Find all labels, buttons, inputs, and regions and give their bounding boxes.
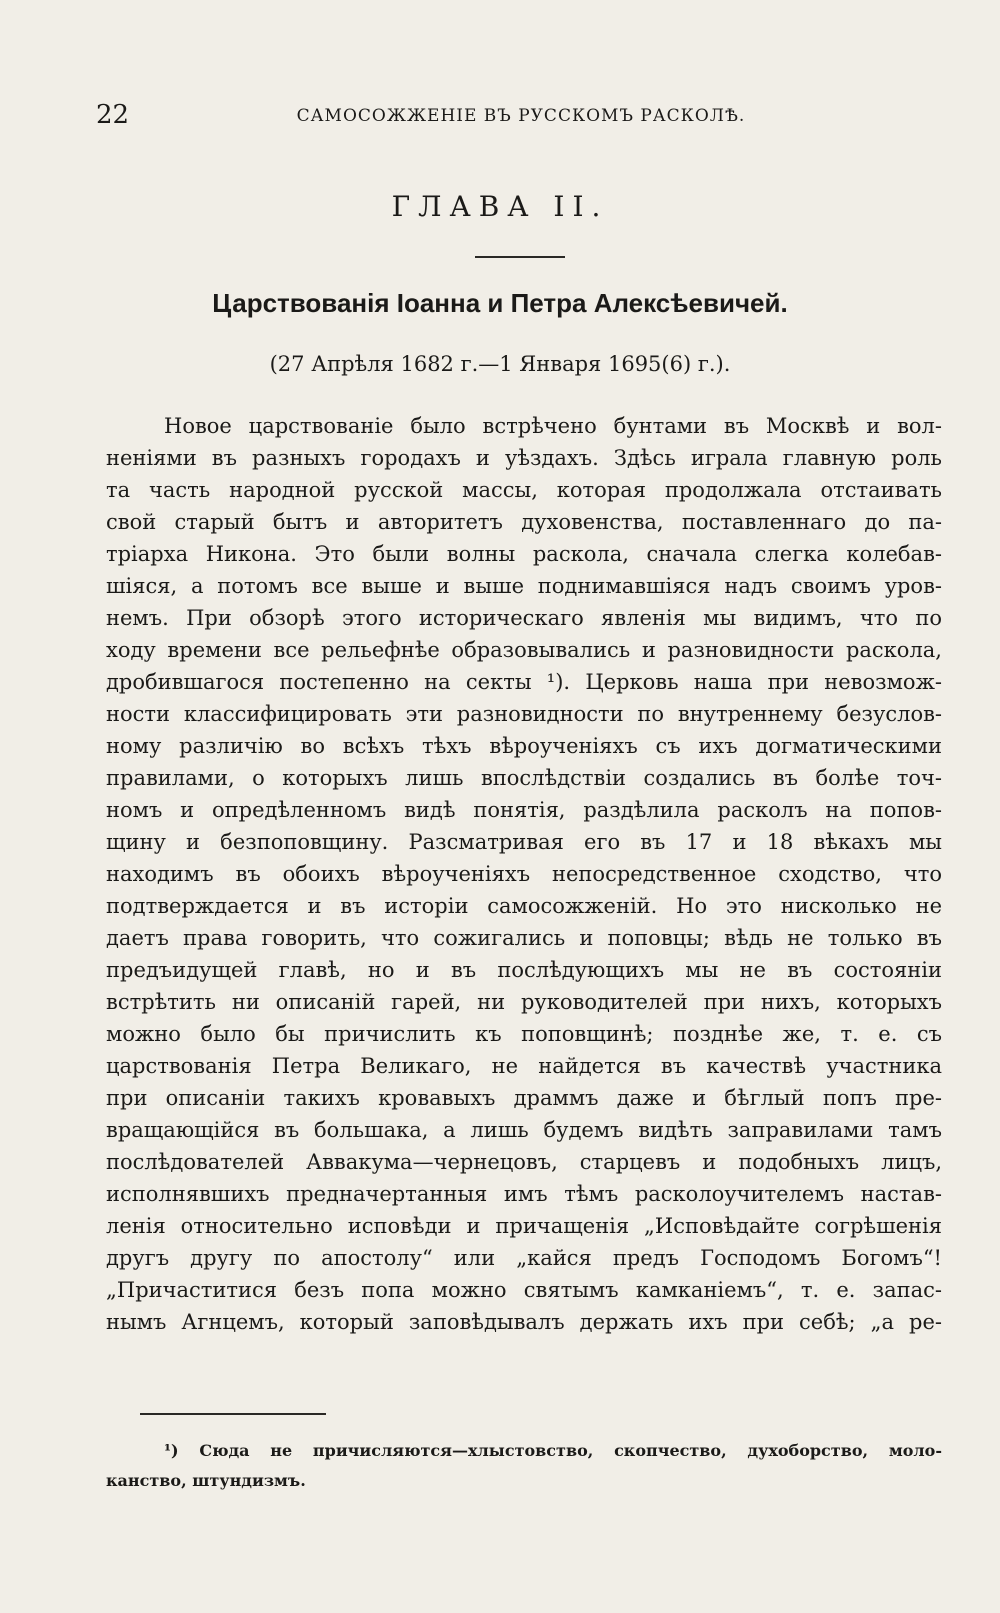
text-line: можно было бы причислить къ поповщинѣ; позднѣе же, т. е. съ	[106, 1022, 942, 1046]
text-line: при описаніи такихъ кровавыхъ драммъ даже и бѣглый попъ пре-	[106, 1086, 942, 1110]
reign-dates: (27 Апрѣля 1682 г.—1 Января 1695(6) г.).	[269, 352, 731, 376]
text-line: ходу времени все рельефнѣе образовывались и разновидности раскола,	[106, 638, 942, 662]
text-line: номъ и опредѣленномъ видѣ понятія, раздѣлила расколъ на попов-	[106, 798, 942, 822]
chapter-title: ГЛАВА II.	[391, 190, 609, 223]
text-line: правилами, о которыхъ лишь впослѣдствіи создались въ болѣе точ-	[106, 766, 942, 790]
running-head	[96, 100, 946, 134]
footnote	[106, 1436, 942, 1496]
footnote-line: ¹) Сюда не причисляются—хлыстовство, скопчество, духоборство, моло-	[164, 1441, 942, 1460]
text-line: та часть народной русской массы, которая продолжала отстаивать	[106, 478, 942, 502]
text-line: исполнявшихъ предначертанныя имъ тѣмъ расколоучителемъ настав-	[106, 1182, 942, 1206]
text-line: вращающійся въ большака, а лишь будемъ видѣть заправилами тамъ	[106, 1118, 942, 1142]
text-line: ности классифицировать эти разновидности по внутреннему безуслов-	[106, 702, 942, 726]
page-number: 22	[96, 100, 130, 130]
text-line: предъидущей главѣ, но и въ послѣдующихъ мы не въ состояніи	[106, 958, 942, 982]
text-line: находимъ въ обоихъ вѣроученіяхъ непосредственное сходство, что	[106, 862, 942, 886]
running-title: САМОСОЖЖЕНІЕ ВЪ РУССКОМЪ РАСКОЛѢ.	[296, 106, 746, 126]
footnote-line: канство, штундизмъ.	[106, 1471, 306, 1490]
text-line: ленія относительно исповѣди и причащенія „Исповѣдайте согрѣшенія	[106, 1214, 942, 1238]
text-line: шіяся, а потомъ все выше и выше поднимавшіяся надъ своимъ уров-	[106, 574, 942, 598]
section-title: Царствованія Іоанна и Петра Алексѣевичей.	[212, 288, 788, 318]
text-line: тріарха Никона. Это были волны раскола, сначала слегка колебав-	[106, 542, 942, 566]
text-line: свой старый бытъ и авторитетъ духовенства, поставленнаго до па-	[106, 510, 942, 534]
chapter-divider	[475, 256, 565, 258]
text-line: щину и безпоповщину. Разсматривая его въ 17 и 18 вѣкахъ мы	[106, 830, 942, 854]
text-line: царствованія Петра Великаго, не найдется въ качествѣ участника	[106, 1054, 942, 1078]
text-line: нымъ Агнцемъ, который заповѣдывалъ держать ихъ при себѣ; „а ре-	[106, 1310, 942, 1334]
text-line: послѣдователей Аввакума—чернецовъ, старцевъ и подобныхъ лицъ,	[106, 1150, 942, 1174]
text-line: встрѣтить ни описаній гарей, ни руководителей при нихъ, которыхъ	[106, 990, 942, 1014]
text-line: дробившагося постепенно на секты ¹). Церковь наша при невозмож-	[106, 670, 942, 694]
text-line: ному различію во всѣхъ тѣхъ вѣроученіяхъ съ ихъ догматическими	[106, 734, 942, 758]
body-text	[106, 410, 942, 1338]
text-line: „Причаститися безъ попа можно святымъ камканіемъ“, т. е. запас-	[106, 1278, 942, 1302]
text-line: другъ другу по апостолу“ или „кайся предъ Господомъ Богомъ“!	[106, 1246, 942, 1270]
text-line: немъ. При обзорѣ этого историческаго явленія мы видимъ, что по	[106, 606, 942, 630]
text-line: даетъ права говорить, что сожигались и поповцы; вѣдь не только въ	[106, 926, 942, 950]
footnote-divider	[140, 1413, 326, 1415]
text-line: подтверждается и въ исторіи самосожженій. Но это нисколько не	[106, 894, 942, 918]
text-line: Новое царствованіе было встрѣчено бунтами въ Москвѣ и вол-	[164, 414, 942, 438]
text-line: неніями въ разныхъ городахъ и уѣздахъ. Здѣсь играла главную роль	[106, 446, 942, 470]
